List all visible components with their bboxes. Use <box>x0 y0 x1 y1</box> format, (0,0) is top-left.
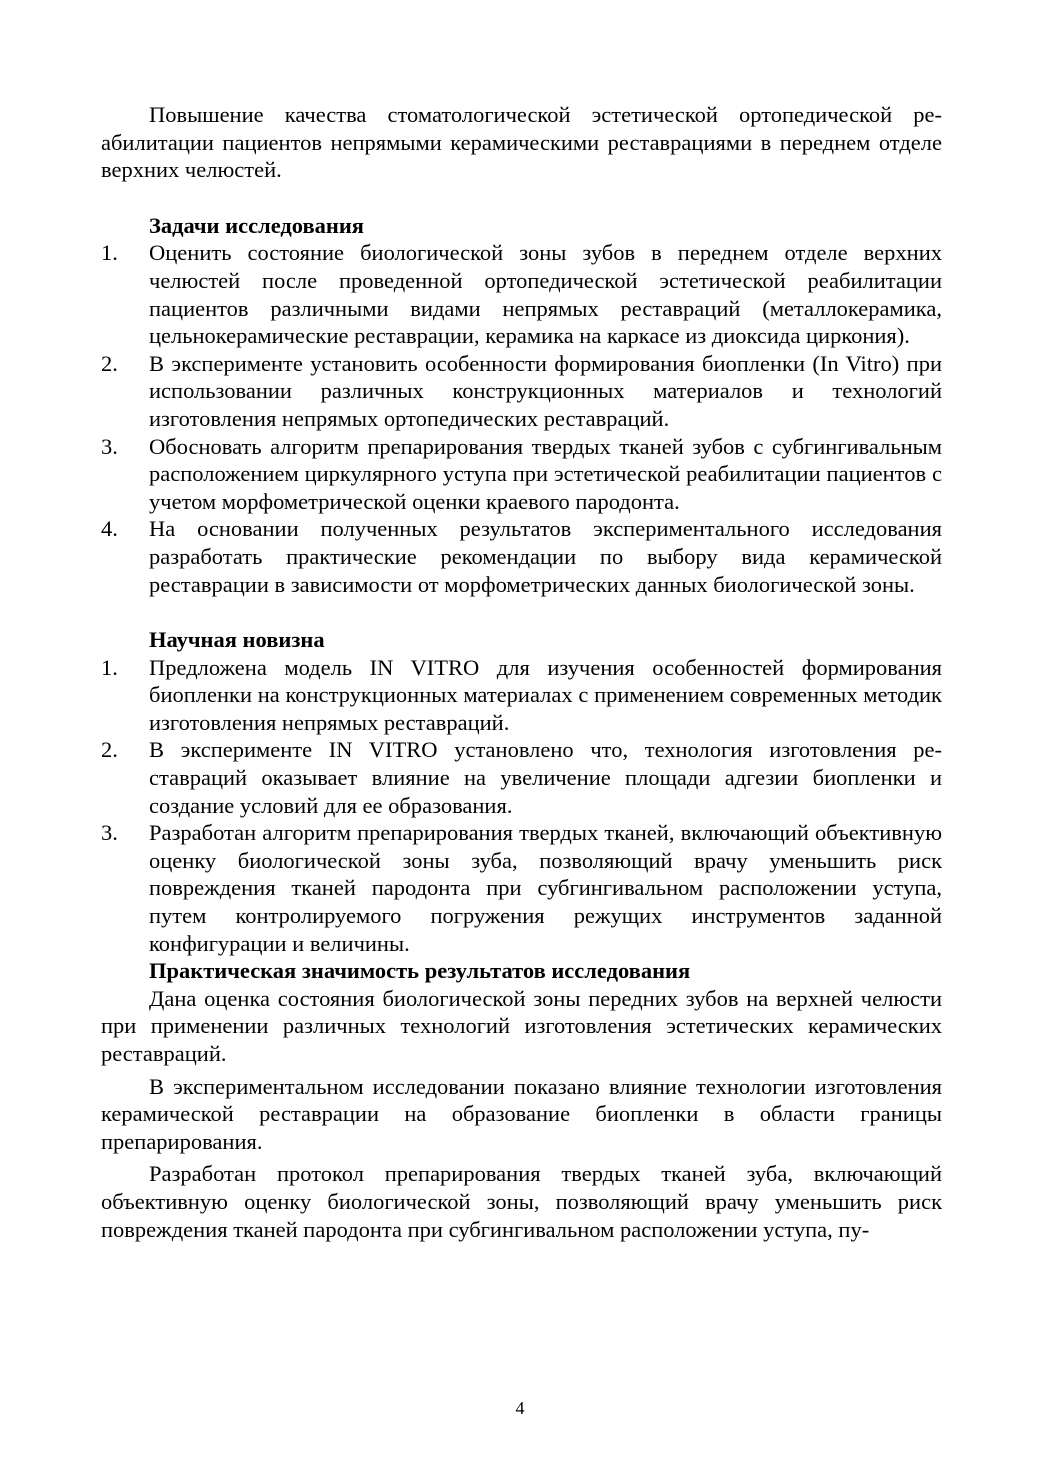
task-item <box>101 515 942 598</box>
task-text: В эксперименте установить особенности формирования биопленки (In Vitro) при использовании различных конструкционных материалов и технологий изготовления непрямых ортопедических реставраций. <box>149 350 942 431</box>
practical-paragraph: В экспериментальном исследовании показано влияние технологии изготовления керамической реставрации на образование биопленки в области границы препарирования. <box>101 1073 942 1154</box>
novelty-number: 1. <box>101 654 118 680</box>
novelty-item <box>101 819 942 957</box>
task-number: 3. <box>101 433 118 459</box>
novelty-text: Предложена модель IN VITRO для изучения особенностей формирования биопленки на конструкционных материалах с применением современных методик изготовления непрямых реставраций. <box>149 654 942 735</box>
practical-paragraph: Дана оценка состояния биологической зоны передних зубов на верхней челюсти при применении различных технологий изготовления эстетических керамических реставраций. <box>101 985 942 1066</box>
tasks-heading: Задачи исследования <box>149 212 364 238</box>
task-text: На основании полученных результатов экспериментального исследования разработать практические рекомендации по выбору вида керамической реставрации в зависимости от морфометрических данных биологической зоны. <box>149 516 942 597</box>
spacer <box>101 184 942 212</box>
novelty-number: 2. <box>101 737 118 763</box>
novelty-text: Разработан алгоритм препарирования твердых тканей, включающий объективную оценку биологической зоны зуба, позволяющий врачу уменьшить риск повреждения тканей пародонта при субгингивальном расположении уступа, путем контролируемого погружения режущих инструментов заданной конфигурации и величины. <box>149 820 942 956</box>
novelty-text: В эксперименте IN VITRO установлено что, технология изготовления реставраций оказывает влияние на увеличение площади адгезии биопленки и создание условий для ее образования. <box>149 737 942 818</box>
task-text: Обосновать алгоритм препарирования твердых тканей зубов с субгингивальным расположением циркулярного уступа при эстетической реабилитации пациентов с учетом морфометрической оценки краевого пародонта. <box>149 433 942 514</box>
page-number: 4 <box>515 1398 525 1418</box>
novelty-item <box>101 736 942 819</box>
document-page <box>101 101 942 1243</box>
tasks-list <box>101 239 942 598</box>
spacer <box>101 598 942 626</box>
task-number: 2. <box>101 350 118 376</box>
intro-paragraph: Повышение качества стоматологической эстетической ортопедической реабилитации пациентов непрямыми керамическими реставрациями в переднем отделе верхних челюстей. <box>101 102 942 183</box>
task-item <box>101 433 942 516</box>
task-number: 4. <box>101 516 118 542</box>
novelty-number: 3. <box>101 820 118 846</box>
practical-heading: Практическая значимость результатов исследования <box>149 958 691 984</box>
task-number: 1. <box>101 240 118 266</box>
practical-paragraph: Разработан протокол препарирования твердых тканей зуба, включающий объективную оценку биологической зоны, позволяющий врачу уменьшить риск повреждения тканей пародонта при субгингивальном расположении уступа, пу- <box>101 1161 942 1242</box>
task-text: Оценить состояние биологической зоны зубов в переднем отделе верхних челюстей после проведенной ортопедической эстетической реабилитации пациентов различными видами непрямых реставраций (металлокерамика, цельнокерамические реставрации, керамика на каркасе из диоксида циркония). <box>149 240 942 349</box>
novelty-item <box>101 654 942 737</box>
task-item <box>101 350 942 433</box>
novelty-list <box>101 654 942 958</box>
task-item <box>101 239 942 349</box>
novelty-heading: Научная новизна <box>149 627 325 653</box>
